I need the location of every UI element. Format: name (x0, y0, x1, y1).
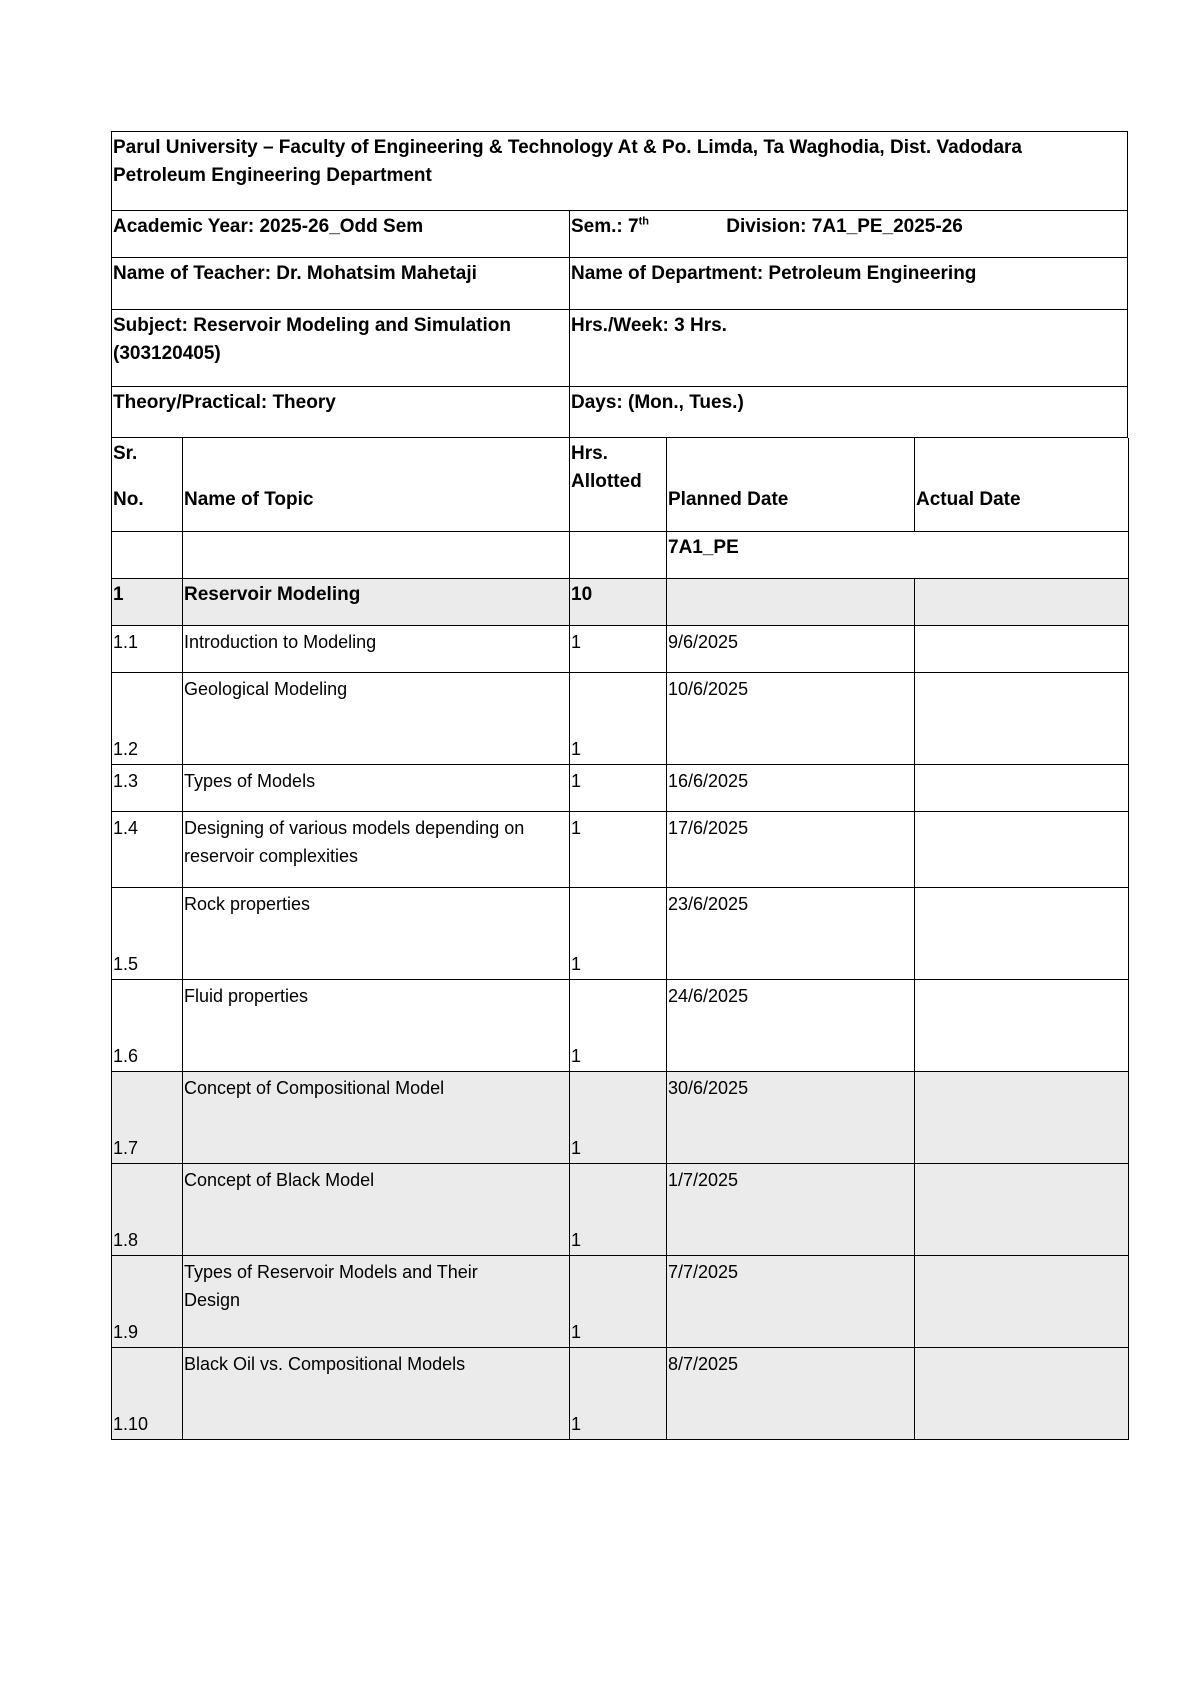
row-planned-date: 17/6/2025 (667, 811, 915, 887)
row-topic: Geological Modeling (183, 672, 570, 764)
academic-year-row (111, 211, 1128, 258)
row-topic: Concept of Black Model (183, 1163, 570, 1255)
table-row (112, 1347, 1129, 1439)
semester-suffix: th (638, 215, 649, 228)
row-actual-date (915, 887, 1129, 979)
row-hrs-text: 1 (571, 1413, 582, 1434)
sem-division-cell (570, 211, 1127, 257)
row-topic: Types of Models (183, 764, 570, 811)
university-name: Parul University – Faculty of Engineering & Technology At & Po. Limda, Ta Waghodia, Dist. Vadodara (113, 137, 1022, 158)
row-sr-text: 1.9 (113, 1321, 139, 1342)
row-planned-date: 7/7/2025 (667, 1255, 915, 1347)
table-row (112, 887, 1129, 979)
table-row (112, 1255, 1129, 1347)
empty-cell (915, 578, 1129, 625)
table-row (112, 1071, 1129, 1163)
row-topic (183, 811, 570, 887)
row-planned-date: 9/6/2025 (667, 625, 915, 672)
row-planned-date: 24/6/2025 (667, 979, 915, 1071)
row-planned-date: 8/7/2025 (667, 1347, 915, 1439)
row-sr-text: 1.7 (113, 1137, 139, 1158)
row-topic: Fluid properties (183, 979, 570, 1071)
row-sr (112, 1255, 183, 1347)
row-topic: Introduction to Modeling (183, 625, 570, 672)
row-sr-text: 1.10 (113, 1413, 149, 1434)
topic-header (183, 438, 570, 531)
row-sr (112, 672, 183, 764)
row-hrs (570, 979, 667, 1071)
row-planned-date: 30/6/2025 (667, 1071, 915, 1163)
subject-code: (303120405) (113, 343, 221, 364)
university-header-row (111, 131, 1128, 211)
row-hrs-text: 1 (571, 953, 582, 974)
table-row (112, 1163, 1129, 1255)
row-sr: 1.4 (112, 811, 183, 887)
row-hrs (570, 1255, 667, 1347)
empty-cell (183, 531, 570, 578)
row-actual-date (915, 1071, 1129, 1163)
row-actual-date (915, 764, 1129, 811)
table-row (112, 979, 1129, 1071)
row-actual-date (915, 1347, 1129, 1439)
table-row (112, 764, 1129, 811)
row-hrs (570, 1071, 667, 1163)
row-planned-date: 23/6/2025 (667, 887, 915, 979)
empty-cell (570, 531, 667, 578)
row-sr-text: 1.8 (113, 1229, 139, 1250)
division: Division: 7A1_PE_2025-26 (726, 216, 963, 237)
table-row (112, 672, 1129, 764)
row-sr (112, 1163, 183, 1255)
row-sr: 1.1 (112, 625, 183, 672)
subject-name: Subject: Reservoir Modeling and Simulation (113, 315, 511, 336)
semester: Sem.: 7 (571, 216, 639, 237)
row-sr-text: 1.5 (113, 953, 139, 974)
sr-no-header (112, 438, 183, 531)
row-hrs-text: 1 (571, 1321, 582, 1342)
unit-row (112, 578, 1129, 625)
planned-date-label: Planned Date (668, 489, 789, 510)
row-actual-date (915, 625, 1129, 672)
division-row (112, 531, 1129, 578)
sr-header-line2: No. (113, 489, 144, 510)
row-sr (112, 1347, 183, 1439)
row-hrs-text: 1 (571, 1045, 582, 1066)
row-topic-line2: Design (184, 1289, 241, 1310)
hrs-header-line2: Allotted (571, 471, 642, 492)
empty-cell (667, 578, 915, 625)
row-hrs-text: 1 (571, 1229, 582, 1250)
department-heading: Petroleum Engineering Department (113, 165, 432, 186)
row-topic: Concept of Compositional Model (183, 1071, 570, 1163)
row-topic-line1: Designing of various models depending on (184, 817, 525, 838)
row-actual-date (915, 672, 1129, 764)
theory-row (111, 387, 1128, 438)
row-topic (183, 1255, 570, 1347)
actual-date-header (915, 438, 1129, 531)
academic-year: Academic Year: 2025-26_Odd Sem (112, 211, 570, 257)
row-hrs (570, 1347, 667, 1439)
topic-header-label: Name of Topic (184, 489, 314, 510)
lesson-plan-sheet (111, 131, 1128, 1440)
row-sr (112, 1071, 183, 1163)
row-hrs-text: 1 (571, 1137, 582, 1158)
subject-row (111, 310, 1128, 387)
planned-date-header (667, 438, 915, 531)
row-topic: Black Oil vs. Compositional Models (183, 1347, 570, 1439)
university-header-cell (112, 132, 1127, 210)
table-row (112, 625, 1129, 672)
row-topic-line1: Types of Reservoir Models and Their (184, 1261, 478, 1282)
table-header-row (112, 438, 1129, 531)
empty-cell (112, 531, 183, 578)
row-hrs (570, 672, 667, 764)
unit-sr: 1 (112, 578, 183, 625)
row-topic: Rock properties (183, 887, 570, 979)
row-hrs (570, 1163, 667, 1255)
row-sr-text: 1.6 (113, 1045, 139, 1066)
lesson-plan-table (111, 438, 1129, 1440)
hours-per-week: Hrs./Week: 3 Hrs. (571, 315, 727, 336)
row-actual-date (915, 1255, 1129, 1347)
unit-hrs: 10 (570, 578, 667, 625)
row-hrs-text: 1 (571, 738, 582, 759)
row-hrs: 1 (570, 811, 667, 887)
table-row (112, 811, 1129, 887)
row-hrs: 1 (570, 625, 667, 672)
hrs-header-line1: Hrs. (571, 443, 608, 464)
teacher-name: Name of Teacher: Dr. Mohatsim Mahetaji (112, 258, 570, 309)
teacher-row (111, 258, 1128, 310)
row-planned-date: 1/7/2025 (667, 1163, 915, 1255)
lecture-days: Days: (Mon., Tues.) (571, 392, 744, 413)
row-sr: 1.3 (112, 764, 183, 811)
theory-practical: Theory/Practical: Theory (112, 387, 570, 437)
sr-header-line1: Sr. (113, 443, 138, 464)
row-actual-date (915, 1163, 1129, 1255)
row-topic-line2: reservoir complexities (184, 845, 359, 866)
row-sr (112, 887, 183, 979)
row-actual-date (915, 979, 1129, 1071)
hrs-header (570, 438, 667, 531)
division-label: 7A1_PE (667, 531, 1129, 578)
row-actual-date (915, 811, 1129, 887)
actual-date-label: Actual Date (916, 489, 1021, 510)
department-name: Name of Department: Petroleum Engineering (571, 263, 977, 284)
row-hrs: 1 (570, 764, 667, 811)
row-planned-date: 10/6/2025 (667, 672, 915, 764)
row-sr (112, 979, 183, 1071)
row-sr-text: 1.2 (113, 738, 139, 759)
row-planned-date: 16/6/2025 (667, 764, 915, 811)
subject-cell (112, 310, 570, 386)
unit-topic: Reservoir Modeling (183, 578, 570, 625)
row-hrs (570, 887, 667, 979)
